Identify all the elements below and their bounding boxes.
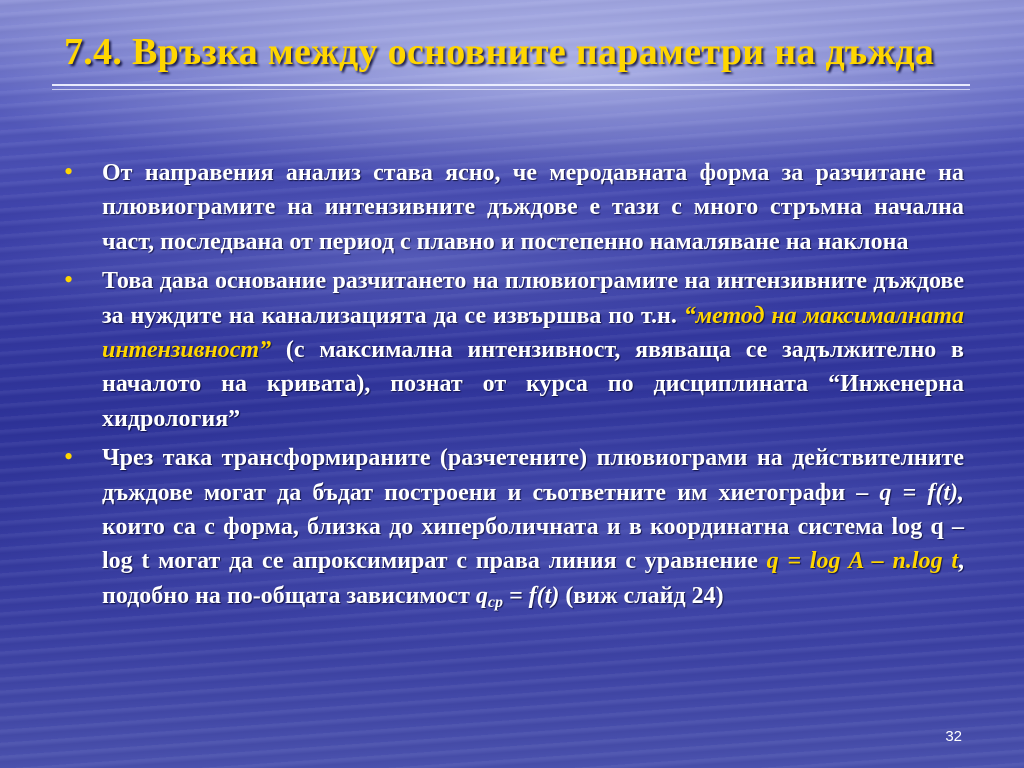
method-highlight: “метод на максималната интензивност”: [102, 302, 964, 364]
bullet-text-3: Чрез така трансформираните (разчетените) плювиограми на действителните дъждове могат да бъдат построени и съответните им хиетографи – q = f(t), които са с форма, близка до хиперболичната и в координатна система log q – log t могат да се апроксимират с права линия с уравнение q = log A – n.log t, подобно на по-общата зависимост $q_{ср} = f(t)$ (виж слайд 24): [102, 445, 965, 611]
bullet-list: [64, 156, 964, 625]
title-underline-thin: [52, 89, 970, 90]
bullet-icon: •: [64, 265, 74, 295]
bullet-item-3: [64, 441, 964, 620]
title-underline: [52, 84, 970, 86]
bullet-icon: •: [64, 442, 74, 472]
slide-number: 32: [945, 728, 962, 745]
bullet-item-1: [64, 156, 964, 259]
bullet-icon: •: [64, 157, 74, 186]
bullet-item-2: [64, 264, 964, 436]
bullet-text-1: От направения анализ става ясно, че меродавната форма за разчитане на плювиограмите на интензивните дъждове е тази с много стръмна начална част, последвана от период с плавно и постепенно намаляване на наклона: [102, 160, 964, 255]
bullet-text-2: Това дава основание разчитането на плювиограмите на интензивните дъждове за нуждите на канализацията да се извършва по т.н. “метод на максималната интензивност” (с максимална интензивност, явяваща се задължително в началото на кривата), познат от курса по дисциплината “Инженерна хидрология”: [102, 268, 964, 432]
formula-hyetograph: q = f(t),: [879, 479, 965, 506]
formula-regression: q = log A – n.log t: [766, 548, 958, 575]
formula-qcp: $q_{ср} = f(t)$: [475, 582, 560, 611]
slide-title: 7.4. Връзка между основните параметри на дъжда: [64, 31, 935, 73]
